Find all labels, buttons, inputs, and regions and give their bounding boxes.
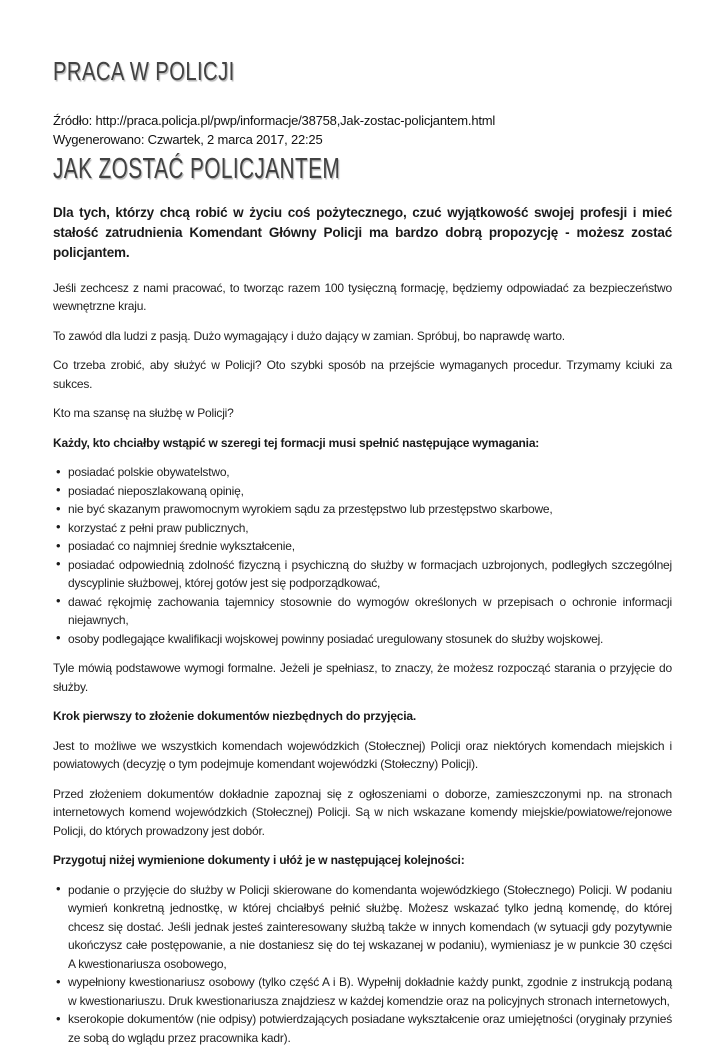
bullet-icon: • <box>56 500 61 516</box>
bullet-icon: • <box>56 881 61 897</box>
paragraph-intro-4: Kto ma szansę na służbę w Policji? <box>53 406 234 421</box>
list-item <box>53 593 672 630</box>
lead-paragraph: Dla tych, którzy chcą robić w życiu coś pożytecznego, czuć wyjątkowość swojej profesji i mieć stałość zatrudnienia Komendant Główny Policji ma bardzo dobrą propozycję - możesz zostać policjantem. <box>53 204 672 260</box>
bullet-icon: • <box>56 593 61 609</box>
list-item-text: wypełniony kwestionariusz osobowy (tylko część A i B). Wypełnij dokładnie każdy punkt, zgodnie z instrukcją podaną w kwestionariuszu. Druk kwestionariusza znajdziesz w każdej komendzie oraz na policyjnych stronach internetowych, <box>68 975 672 1008</box>
list-item <box>53 881 672 974</box>
source-line: Źródło: http://praca.policja.pl/pwp/informacje/38758,Jak-zostac-policjantem.html <box>53 113 496 128</box>
bullet-icon: • <box>56 973 61 989</box>
list-item-text: podanie o przyjęcie do służby w Policji skierowane do komendanta wojewódzkiego (Stołecznego) Policji. W podaniu wymień konkretną jednostkę, w której chciałbyś pełnić służbę. Możesz wskazać tylko jedną komendę, do której chcesz się dostać. Jeśli jednak jesteś zainteresowany służbą także w innych komendach (w sytuacji gdy pozytywnie ukończysz całe postępowanie, a nie dostaniesz się do tej wskazanej w podaniu), wymieniasz je w punkcie 30 części A kwestionariusza osobowego, <box>68 882 672 971</box>
generated-line: Wygenerowano: Czwartek, 2 marca 2017, 22:25 <box>53 131 323 147</box>
list-item-text: posiadać odpowiednią zdolność fizyczną i psychiczną do służby w formacjach uzbrojonych, podległych szczególnej dyscyplinie służbowej, której gotów jest się podporządkować, <box>68 557 672 591</box>
paragraph-intro-3: Co trzeba zrobić, aby służyć w Policji? Oto szybki sposób na przejście wymaganych procedur. Trzymamy kciuki za sukces. <box>53 358 672 391</box>
list-item <box>53 500 672 519</box>
list-item-text: nie być skazanym prawomocnym wyrokiem sądu za przestępstwo lub przestępstwo skarbowe, <box>68 502 553 517</box>
list-item <box>53 1010 672 1047</box>
list-item-text: osoby podlegające kwalifikacji wojskowej powinny posiadać uregulowany stosunek do służby wojskowej. <box>68 631 604 646</box>
page-title: PRACA W POLICJI <box>53 56 235 86</box>
list-item <box>53 630 672 649</box>
documents-list <box>53 881 672 1047</box>
list-item-text: posiadać co najmniej średnie wykształcenie, <box>68 539 295 554</box>
paragraph-intro-2: To zawód dla ludzi z pasją. Dużo wymagający i dużo dający w zamian. Spróbuj, bo naprawdę warto. <box>53 328 565 343</box>
bullet-icon: • <box>56 537 61 553</box>
requirements-heading: Każdy, kto chciałby wstąpić w szeregi tej formacji musi spełnić następujące wymagania: <box>53 435 540 450</box>
bullet-icon: • <box>56 463 61 479</box>
paragraph-intro-1: Jeśli zechcesz z nami pracować, to tworząc razem 100 tysięczną formację, będziemy odpowiadać za bezpieczeństwo wewnętrzne kraju. <box>53 280 672 314</box>
list-item <box>53 537 672 556</box>
requirements-list <box>53 463 672 648</box>
list-item <box>53 973 672 1010</box>
bullet-icon: • <box>56 556 61 572</box>
paragraph-step-2: Przed złożeniem dokumentów dokładnie zapoznaj się z ogłoszeniami o doborze, zamieszczonymi np. na stronach internetowych komend wojewódzkich (Stołecznej) Policji. Są w nich wskazane komendy miejskie/powiatowe/rejonowe Policji, do których prowadzony jest dobór. <box>53 786 672 838</box>
step-one-heading: Krok pierwszy to złożenie dokumentów niezbędnych do przyjęcia. <box>53 709 417 724</box>
list-item-text: dawać rękojmię zachowania tajemnicy stosownie do wymogów określonych w przepisach o ochronie informacji niejawnych, <box>68 594 672 628</box>
list-item-text: korzystać z pełni praw publicznych, <box>68 520 249 535</box>
list-item <box>53 482 672 501</box>
bullet-icon: • <box>56 519 61 535</box>
list-item <box>53 556 672 593</box>
list-item-text: kserokopie dokumentów (nie odpisy) potwierdzających posiadane wykształcenie oraz umiejętności (oryginały przynieś ze sobą do wglądu przez pracownika kadr). <box>68 1012 672 1045</box>
documents-heading: Przygotuj niżej wymienione dokumenty i ułóż je w następującej kolejności: <box>53 853 465 868</box>
paragraph-formal-note: Tyle mówią podstawowe wymogi formalne. Jeżeli je spełniasz, to znaczy, że możesz rozpocząć starania o przyjęcie do służby. <box>53 661 672 694</box>
list-item-text: posiadać polskie obywatelstwo, <box>68 465 230 480</box>
document-meta <box>53 112 672 150</box>
bullet-icon: • <box>56 482 61 498</box>
bullet-icon: • <box>56 630 61 646</box>
list-item-text: posiadać nieposzlakowaną opinię, <box>68 483 244 498</box>
list-item <box>53 463 672 482</box>
bullet-icon: • <box>56 1010 61 1026</box>
paragraph-step-1: Jest to możliwe we wszystkich komendach wojewódzkich (Stołecznej) Policji oraz niektórych komendach miejskich i powiatowych (decyzję o tym podejmuje komendant wojewódzki (Stołeczny) Policji). <box>53 738 672 772</box>
article-title: JAK ZOSTAĆ POLICJANTEM <box>53 152 341 185</box>
list-item <box>53 519 672 538</box>
